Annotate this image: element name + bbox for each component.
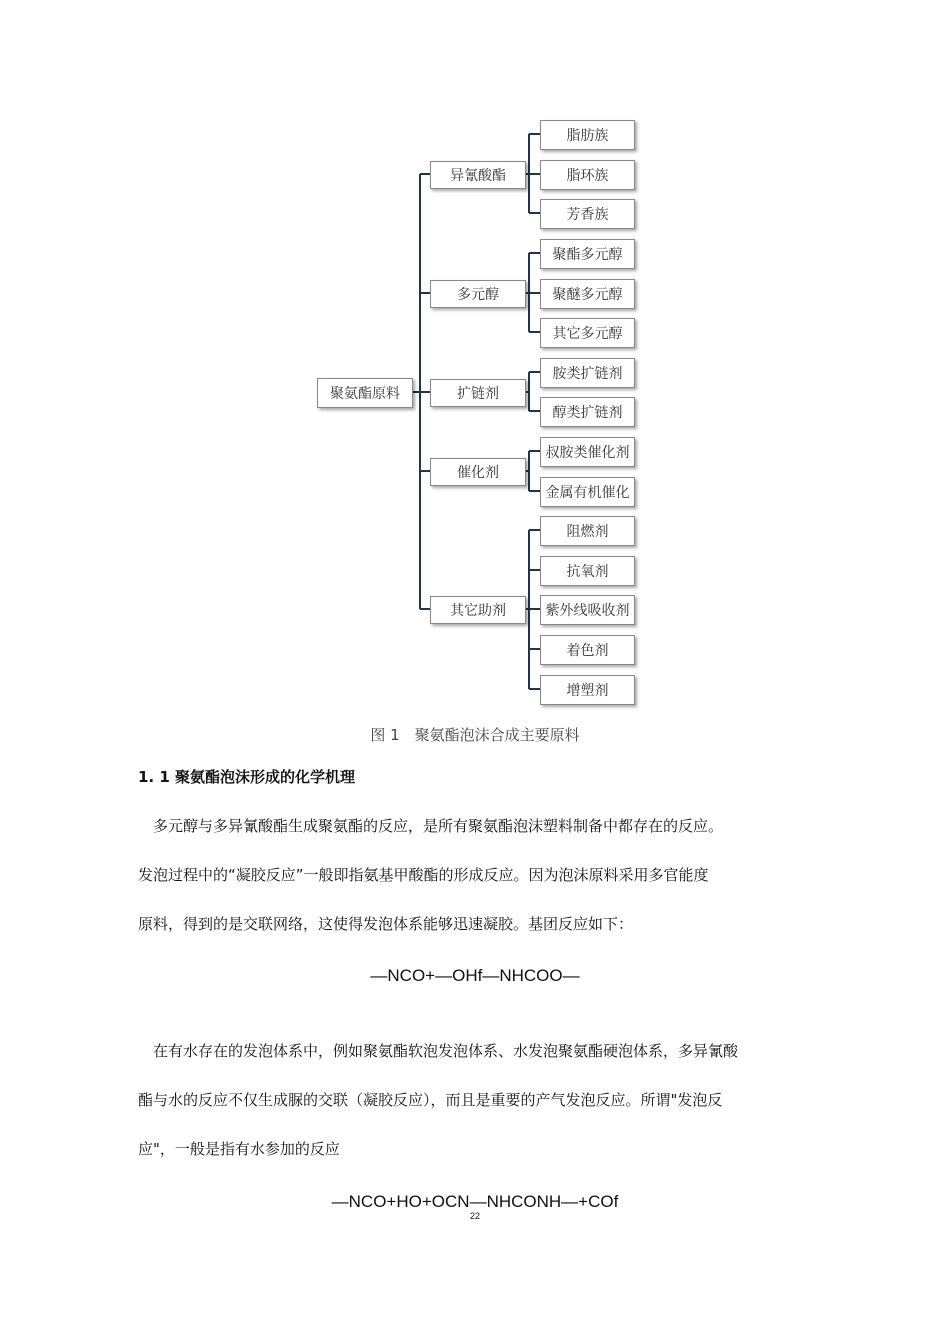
leaf-flame-retardant: 阻燃剂 xyxy=(540,516,635,546)
formula-gel-reaction: —NCO+—OHf—NHCOO— xyxy=(370,966,580,985)
leaf-other-polyol: 其它多元醇 xyxy=(540,318,635,348)
leaf-plasticizer: 增塑剂 xyxy=(540,675,635,705)
leaf-polyether-polyol: 聚醚多元醇 xyxy=(540,279,635,309)
formula-blowing-reaction: —NCO+HO+OCN—NHCONH—+COf xyxy=(331,1192,619,1211)
leaf-amine-extender: 胺类扩链剂 xyxy=(540,358,635,388)
paragraph-line: 酯与水的反应不仅生成脲的交联（凝胶反应），而且是重要的产气发泡反应。所谓"发泡反 xyxy=(138,1091,723,1109)
node-polyol: 多元醇 xyxy=(430,280,526,308)
section-heading: 1. 1 聚氨酯泡沫形成的化学机理 xyxy=(138,768,356,786)
leaf-organometallic-catalyst: 金属有机催化 xyxy=(540,477,635,507)
node-other-additives: 其它助剂 xyxy=(430,596,526,624)
node-root: 聚氨酯原料 xyxy=(317,378,413,408)
leaf-aliphatic: 脂肪族 xyxy=(540,120,635,150)
node-chain-extender: 扩链剂 xyxy=(430,379,526,407)
paragraph-line: 应"，一般是指有水参加的反应 xyxy=(138,1140,340,1158)
paragraph-line: 多元醇与多异氰酸酯生成聚氨酯的反应，是所有聚氨酯泡沫塑料制备中都存在的反应。 xyxy=(138,817,724,835)
node-catalyst: 催化剂 xyxy=(430,458,526,486)
leaf-alicyclic: 脂环族 xyxy=(540,160,635,190)
figure-caption: 图 1 聚氨酯泡沫合成主要原料 xyxy=(370,726,580,744)
leaf-aromatic: 芳香族 xyxy=(540,199,635,229)
leaf-antioxidant: 抗氧剂 xyxy=(540,556,635,586)
leaf-colorant: 着色剂 xyxy=(540,635,635,665)
leaf-tertiary-amine-catalyst: 叔胺类催化剂 xyxy=(540,437,635,467)
leaf-uv-absorber: 紫外线吸收剂 xyxy=(540,595,635,625)
paragraph-line: 在有水存在的发泡体系中，例如聚氨酯软泡发泡体系、水发泡聚氨酯硬泡体系，多异氰酸 xyxy=(138,1042,739,1060)
leaf-polyester-polyol: 聚酯多元醇 xyxy=(540,239,635,269)
node-isocyanate: 异氰酸酯 xyxy=(430,161,526,189)
page-number: 22 xyxy=(469,1211,480,1221)
paragraph-line: 原料，得到的是交联网络，这使得发泡体系能够迅速凝胶。基团反应如下： xyxy=(138,915,634,933)
leaf-alcohol-extender: 醇类扩链剂 xyxy=(540,397,635,427)
paragraph-line: 发泡过程中的“凝胶反应”一般即指氨基甲酸酯的形成反应。因为泡沫原料采用多官能度 xyxy=(138,866,709,884)
